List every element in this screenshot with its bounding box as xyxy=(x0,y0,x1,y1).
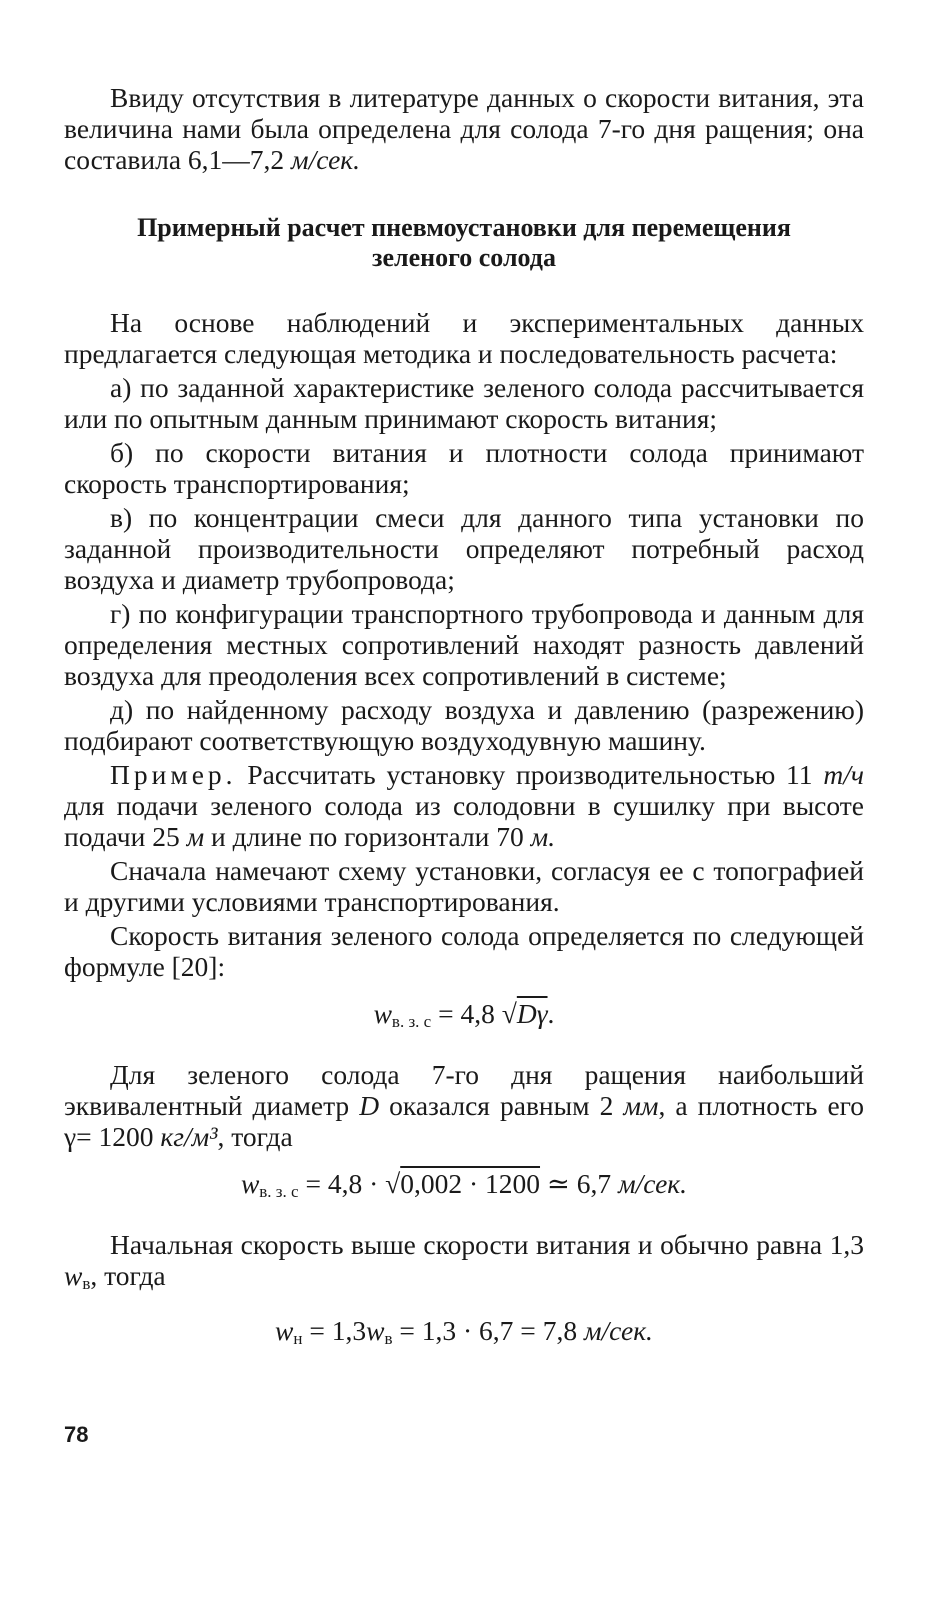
example-paragraph xyxy=(64,759,864,852)
step-a: а) по заданной характеристике зеленого солода рассчитывается или по опытным данным принимают скорость витания; xyxy=(64,372,864,434)
formula3-var: w xyxy=(275,1315,294,1346)
formula-intro-paragraph: Скорость витания зеленого солода определяется по следующей формуле [20]: xyxy=(64,920,864,982)
step-d: г) по конфигурации транспортного трубопровода и данным для определения местных сопротивлений находят разность давлений воздуха для преодоления всех сопротивлений в системе; xyxy=(64,598,864,691)
formula2-radicand: 0,002 · 1200 xyxy=(400,1168,541,1199)
formula2-var: w xyxy=(240,1168,260,1199)
density-unit: кг/м³ xyxy=(160,1121,218,1152)
formula3-var2: w xyxy=(366,1315,385,1346)
initial-speed-var: w xyxy=(64,1260,83,1291)
diameter-text-b: оказался равным 2 xyxy=(379,1090,624,1121)
formula-settling-velocity xyxy=(64,998,864,1037)
initial-speed-paragraph xyxy=(64,1229,864,1299)
intro-paragraph xyxy=(64,82,864,175)
diameter-text-d: , тогда xyxy=(217,1121,293,1152)
example-label: Пример. xyxy=(110,759,237,790)
initial-speed-text-a: Начальная скорость выше скорости витания и обычно равна 1,3 xyxy=(110,1229,864,1260)
formula1-sub: в. з. с xyxy=(391,1012,432,1031)
example-unit-c: м. xyxy=(530,821,556,852)
formula1-end: . xyxy=(547,998,555,1029)
formula2-unit: м/сек. xyxy=(618,1168,688,1199)
formula1-rhs: = 4,8 xyxy=(431,998,502,1029)
initial-speed-sub: в xyxy=(82,1274,91,1293)
section-heading xyxy=(64,213,864,273)
formula1-var: w xyxy=(373,998,392,1029)
scheme-paragraph: Сначала намечают схему установки, согласуя ее с топографией и другими условиями транспортирования. xyxy=(64,855,864,917)
intro-text: Ввиду отсутствия в литературе данных о скорости витания, эта величина нами была определена для солода 7-го дня ращения; она составила 6,1—7,2 xyxy=(64,82,864,175)
page-body xyxy=(64,82,864,1376)
method-intro-paragraph: На основе наблюдений и экспериментальных данных предлагается следующая методика и последовательность расчета: xyxy=(64,307,864,369)
diameter-unit-mm: мм xyxy=(623,1090,659,1121)
formula-initial-speed xyxy=(64,1315,864,1354)
example-text-c: и длине по горизонтали 70 xyxy=(204,821,531,852)
diameter-var: D xyxy=(359,1090,380,1121)
example-text-a: Рассчитать установку производительностью 11 xyxy=(236,759,824,790)
formula3-sub2: в xyxy=(384,1329,393,1348)
formula3-sub: н xyxy=(293,1329,303,1348)
formula3-calc: = 1,3 · 6,7 = 7,8 xyxy=(392,1315,584,1346)
formula-settling-velocity-numeric xyxy=(64,1168,864,1207)
formula2-result: ≃ 6,7 xyxy=(540,1168,619,1199)
formula3-rhs: = 1,3 xyxy=(302,1315,367,1346)
formula3-unit: м/сек. xyxy=(583,1315,653,1346)
page-number: 78 xyxy=(64,1422,89,1447)
sqrt-icon: √ xyxy=(385,1168,401,1199)
heading-line-2: зеленого солода xyxy=(372,243,556,272)
step-e: д) по найденному расходу воздуха и давлению (разрежению) подбирают соответствующую воздуходувную машину. xyxy=(64,694,864,756)
heading-line-1: Примерный расчет пневмоустановки для перемещения xyxy=(137,213,791,242)
diameter-text-a: Для зеленого солода 7-го дня ращения наибольший эквивалентный диаметр xyxy=(64,1059,864,1121)
initial-speed-text-b: , тогда xyxy=(90,1260,166,1291)
formula2-sub: в. з. с xyxy=(259,1182,299,1201)
diameter-paragraph xyxy=(64,1059,864,1152)
example-unit-b: м xyxy=(186,821,205,852)
step-c: в) по концентрации смеси для данного типа установки по заданной производительности определяют потребный расход воздуха и диаметр трубопровода; xyxy=(64,502,864,595)
step-b: б) по скорости витания и плотности солода принимают скорость транспортирования; xyxy=(64,437,864,499)
example-text-b: для подачи зеленого солода из солодовни в сушилку при высоте подачи 25 xyxy=(64,790,864,852)
diameter-text-c: , а плотность его γ= 1200 xyxy=(64,1090,864,1152)
intro-unit: м/сек. xyxy=(291,144,361,175)
sqrt-icon: √ xyxy=(501,998,517,1029)
example-unit-a: т/ч xyxy=(823,759,864,790)
formula1-radicand: Dγ xyxy=(516,998,548,1029)
formula2-rhs: = 4,8 · xyxy=(298,1168,386,1199)
